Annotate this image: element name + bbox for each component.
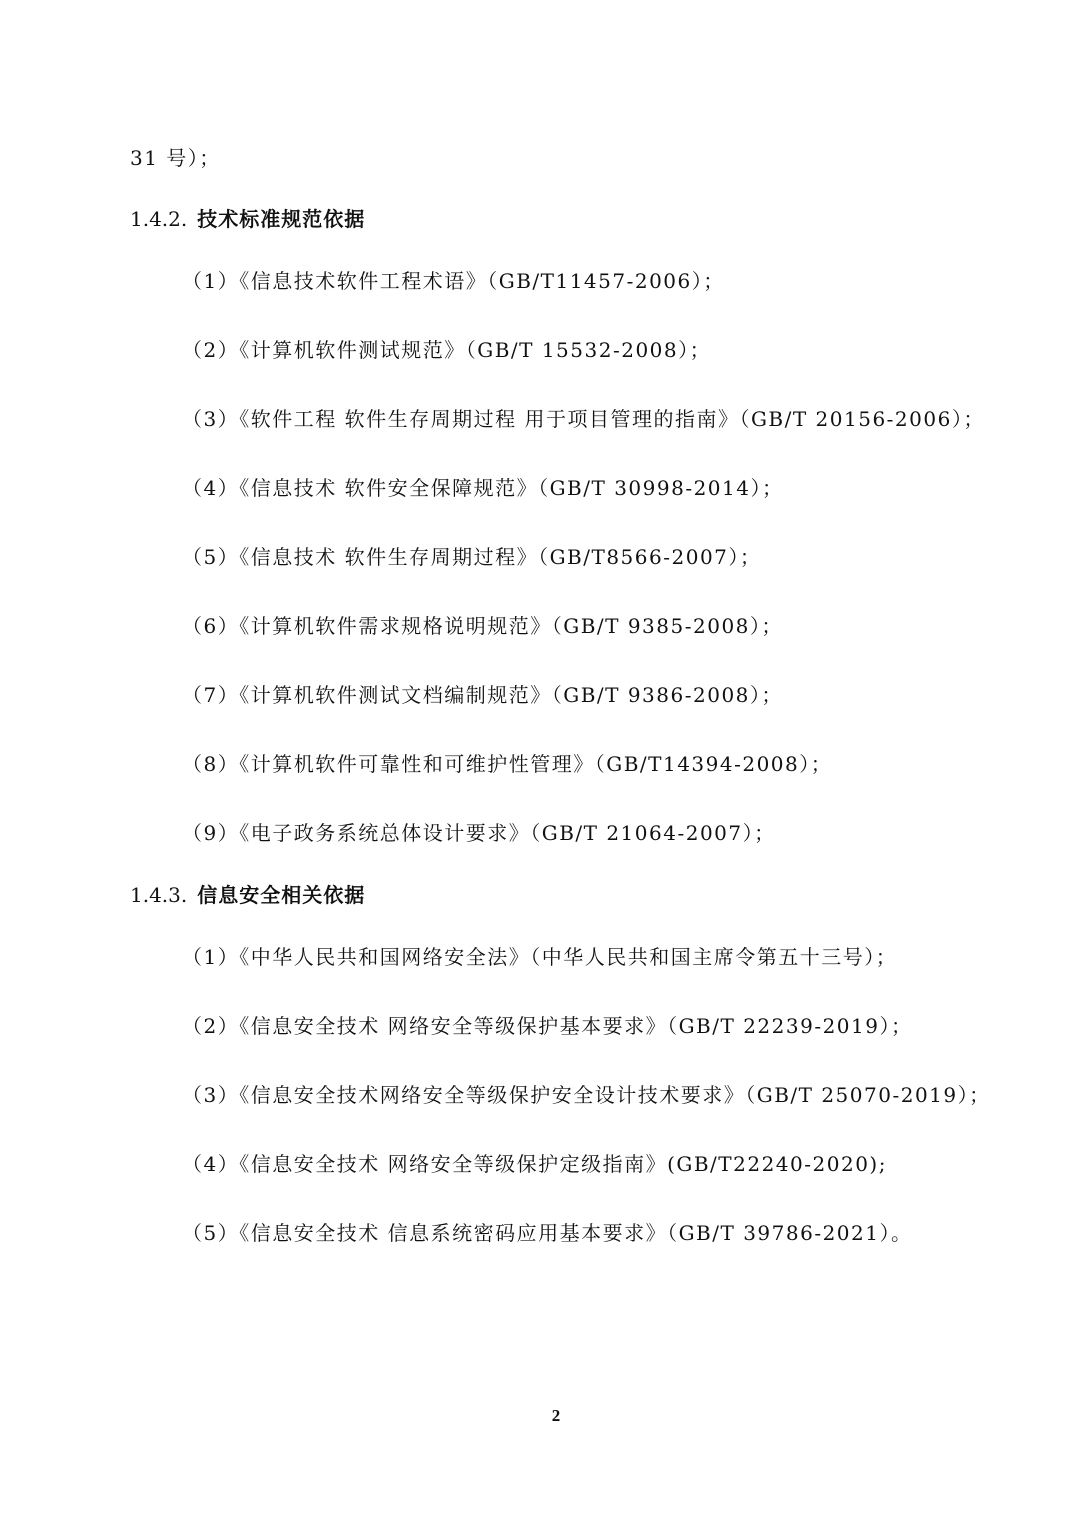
section-title: 信息安全相关依据 bbox=[197, 883, 366, 907]
list-item: （5）《信息安全技术 信息系统密码应用基本要求》（GB/T 39786-2021）。 bbox=[182, 1221, 913, 1245]
list-item: （8）《计算机软件可靠性和可维护性管理》（GB/T14394-2008）； bbox=[182, 752, 833, 776]
section-heading-1-4-3 bbox=[130, 883, 365, 907]
section-number: 1.4.3. bbox=[130, 883, 188, 907]
section-title: 技术标准规范依据 bbox=[197, 207, 366, 231]
list-item: （6）《计算机软件需求规格说明规范》（GB/T 9385-2008）； bbox=[182, 614, 783, 638]
list-item: （5）《信息技术 软件生存周期过程》（GB/T8566-2007）； bbox=[182, 545, 762, 569]
list-item: （7）《计算机软件测试文档编制规范》（GB/T 9386-2008）； bbox=[182, 683, 783, 707]
list-item: （1）《信息技术软件工程术语》（GB/T11457-2006）； bbox=[182, 269, 725, 293]
list-item: （3）《信息安全技术网络安全等级保护安全设计技术要求》（GB/T 25070-2019）； bbox=[182, 1083, 991, 1107]
list-item: （2）《信息安全技术 网络安全等级保护基本要求》（GB/T 22239-2019）； bbox=[182, 1014, 913, 1038]
section-heading-1-4-2 bbox=[130, 207, 365, 231]
list-item: （9）《电子政务系统总体设计要求》（GB/T 21064-2007）； bbox=[182, 821, 776, 845]
list-item: （1）《中华人民共和国网络安全法》（中华人民共和国主席令第五十三号）； bbox=[182, 945, 898, 969]
section-number: 1.4.2. bbox=[130, 207, 188, 231]
list-item: （3）《软件工程 软件生存周期过程 用于项目管理的指南》（GB/T 20156-2006）； bbox=[182, 407, 985, 431]
list-item: （4）《信息安全技术 网络安全等级保护定级指南》(GB/T22240-2020); bbox=[182, 1152, 887, 1176]
list-item: （4）《信息技术 软件安全保障规范》（GB/T 30998-2014）； bbox=[182, 476, 784, 500]
list-item: （2）《计算机软件测试规范》（GB/T 15532-2008）； bbox=[182, 338, 712, 362]
page-number: 2 bbox=[551, 1406, 561, 1425]
continuation-text: 31 号）； bbox=[130, 146, 221, 170]
